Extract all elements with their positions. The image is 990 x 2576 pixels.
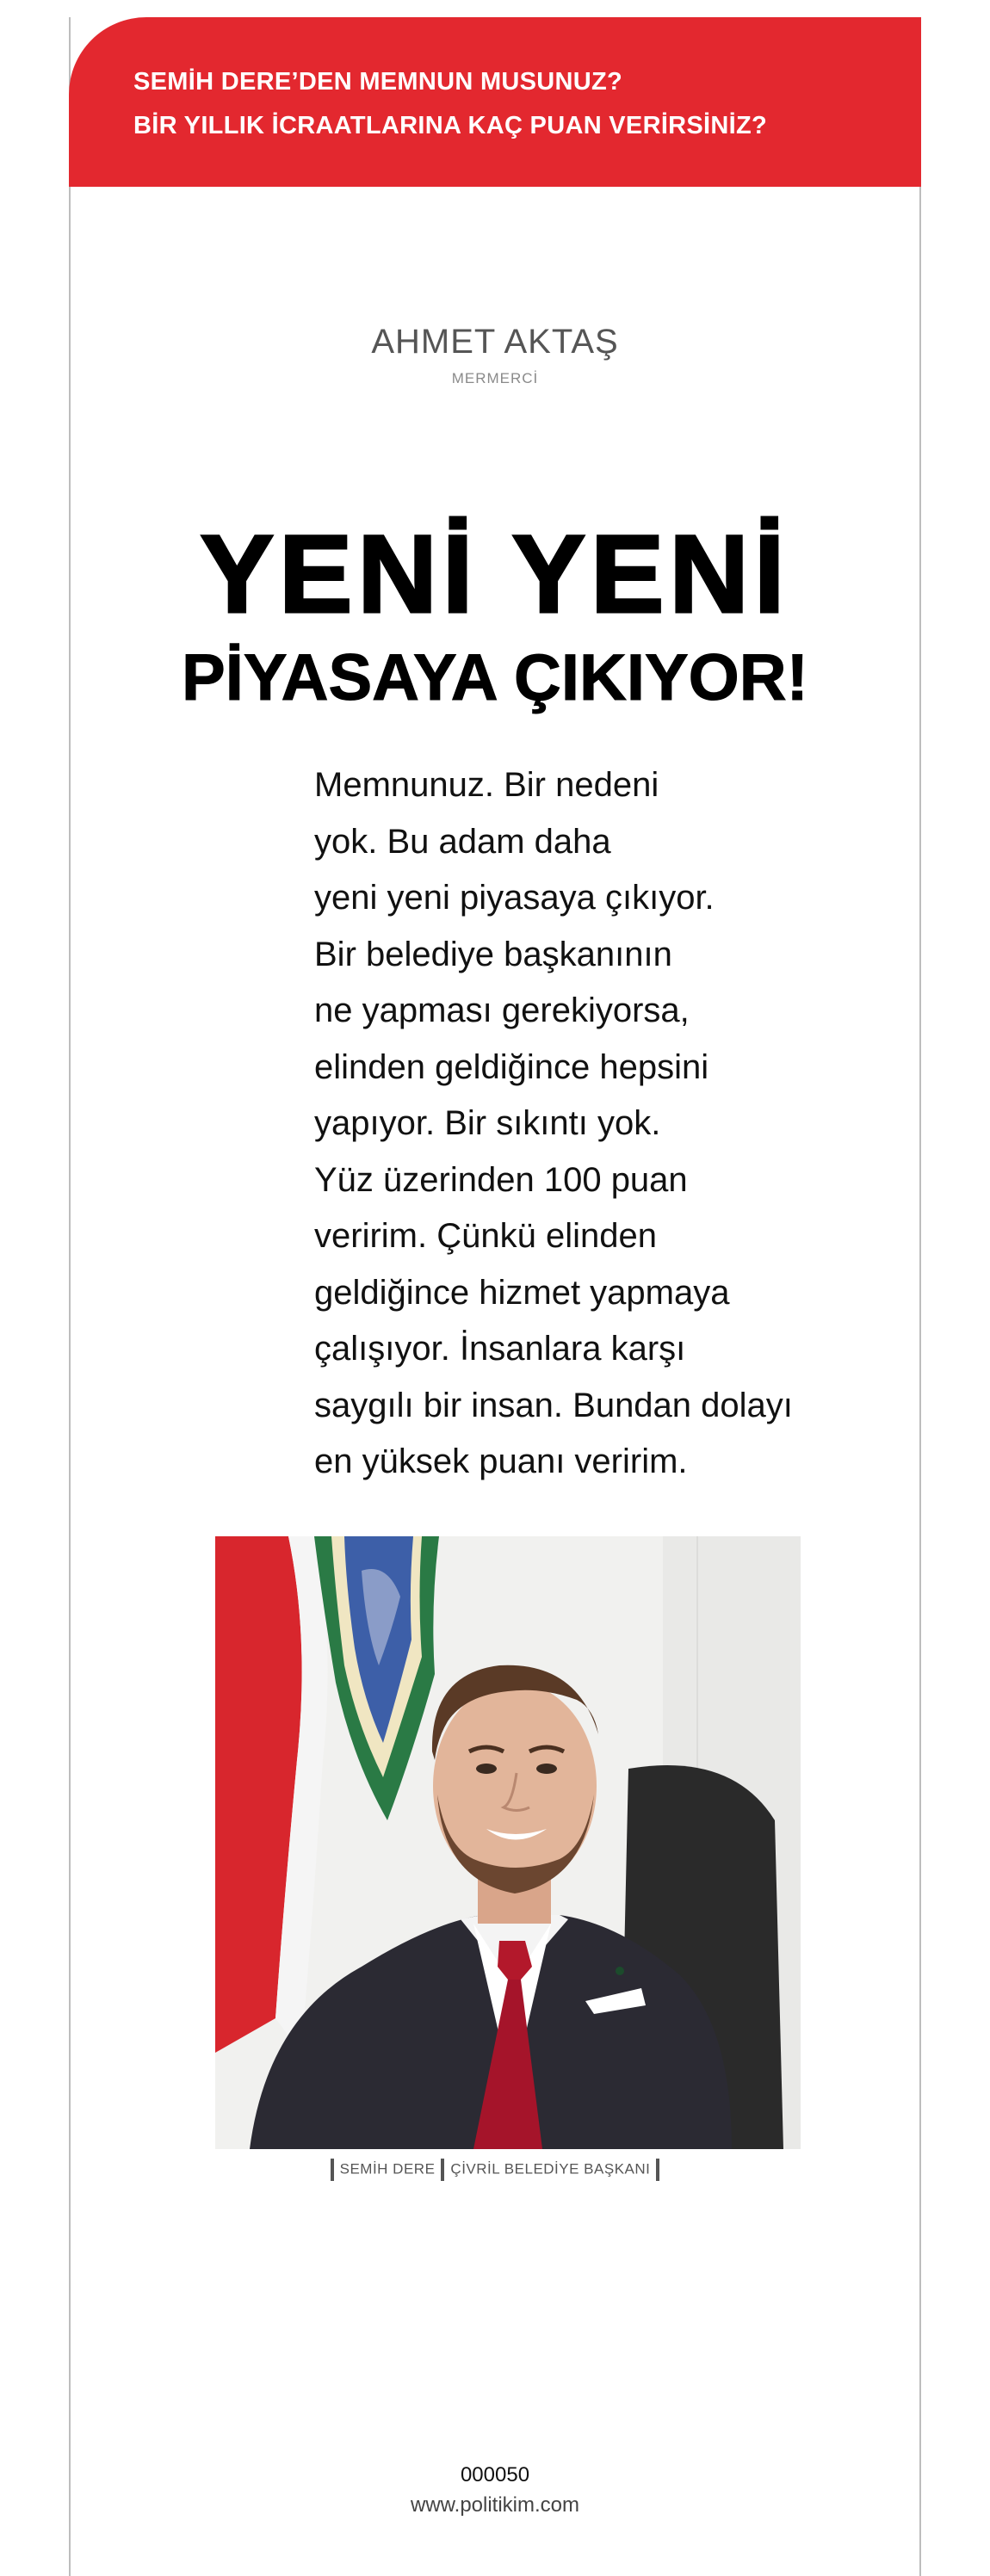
photo-caption: [0, 2159, 990, 2181]
author-role: MERMERCİ: [451, 370, 539, 386]
body-line: çalışıyor. İnsanlara karşı: [314, 1330, 686, 1368]
caption-divider: [441, 2159, 444, 2181]
body-line: en yüksek puanı veririm.: [314, 1442, 688, 1480]
body-line: ne yapması gerekiyorsa,: [314, 991, 690, 1029]
body-line: Yüz üzerinden 100 puan: [314, 1160, 688, 1199]
caption-divider: [656, 2159, 659, 2181]
body-line: yeni yeni piyasaya çıkıyor.: [314, 879, 715, 917]
page-number: 000050: [460, 2463, 530, 2486]
body-line: Memnunuz. Bir nedeni: [314, 766, 659, 804]
headline-line-2: PİYASAYA ÇIKIYOR!: [182, 641, 808, 714]
body-line: elinden geldiğince hepsini: [314, 1047, 709, 1086]
portrait-photo: [215, 1536, 801, 2149]
article-body: [314, 757, 865, 1491]
body-line: saygılı bir insan. Bundan dolayı: [314, 1386, 793, 1424]
website-link[interactable]: www.politikim.com: [410, 2493, 580, 2517]
caption-title: ÇİVRİL BELEDİYE BAŞKANI: [450, 2160, 651, 2178]
body-line: veririm. Çünkü elinden: [314, 1217, 657, 1255]
portrait-illustration: [215, 1536, 801, 2149]
banner-line-2: BİR YILLIK İCRAATLARINA KAÇ PUAN VERİRSİNİZ?: [133, 112, 768, 139]
banner-line-1: SEMİH DERE’DEN MEMNUN MUSUNUZ?: [133, 68, 623, 96]
headline-line-1: YENİ YENİ: [200, 513, 790, 636]
question-banner: [69, 17, 921, 187]
body-line: yapıyor. Bir sıkıntı yok.: [314, 1104, 661, 1142]
body-line: Bir belediye başkanının: [314, 935, 672, 973]
body-line: geldiğince hizmet yapmaya: [314, 1273, 730, 1312]
caption-divider: [331, 2159, 334, 2181]
author-name: AHMET AKTAŞ: [371, 323, 619, 361]
body-line: yok. Bu adam daha: [314, 822, 611, 861]
caption-name: SEMİH DERE: [339, 2160, 436, 2178]
